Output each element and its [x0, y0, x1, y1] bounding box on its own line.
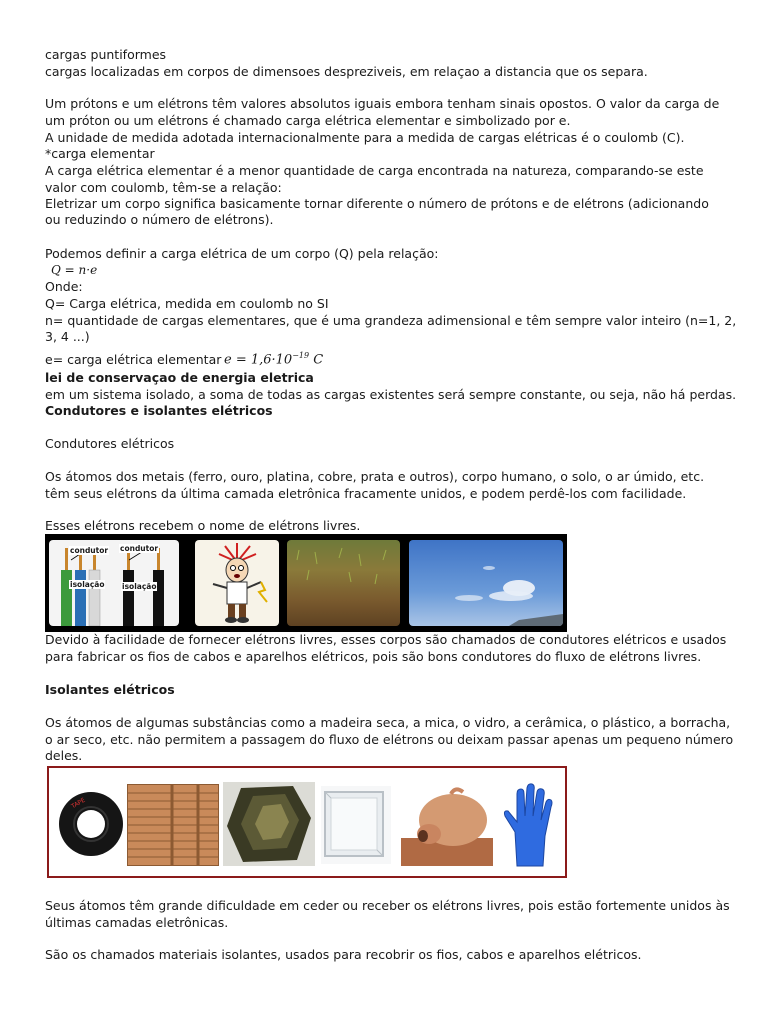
- text-line: cargas puntiformes: [45, 47, 167, 62]
- text-line: um próton ou um elétrons é chamado carga elétrica elementar e simbolizado por e.: [45, 113, 571, 128]
- formula-e-value: $e = 1,6\cdot 10^{-19}$ C: [224, 351, 324, 368]
- cable-label: condutor: [70, 546, 109, 555]
- text-line: Q= Carga elétrica, medida em coulomb no SI: [45, 296, 329, 311]
- cables-image: [49, 540, 179, 626]
- conductors-image-strip: [45, 534, 567, 632]
- rubber-glove-photo: [499, 780, 559, 868]
- text-line: São os chamados materiais isolantes, usados para recobrir os fios, cabos e aparelhos elétricos.: [45, 947, 642, 962]
- insulators-image-strip: [47, 766, 567, 878]
- section-heading: Isolantes elétricos: [45, 682, 175, 697]
- text-line: 3, 4 ...): [45, 329, 90, 344]
- text-line: ou reduzindo o número de elétrons).: [45, 212, 274, 227]
- text-line: *carga elementar: [45, 146, 155, 161]
- text-line: têm seus elétrons da última camada eletrônica fracamente unidos, e podem perdê-los com facilidade.: [45, 486, 687, 501]
- text-line: Onde:: [45, 279, 83, 294]
- electrical-tape-photo: [57, 782, 125, 866]
- text-line: e= carga elétrica elementar: [45, 352, 222, 367]
- text-line: últimas camadas eletrônicas.: [45, 915, 229, 930]
- wood-door-photo: [127, 784, 219, 866]
- text-line: para fabricar os fios de cabos e aparelhos elétricos, pois são bons condutores do fluxo de elétrons livres.: [45, 649, 702, 664]
- cable-label: isolação: [122, 582, 157, 591]
- text-line: Seus átomos têm grande dificuldade em ceder ou receber os elétrons livres, pois estão fortemente unidos às: [45, 898, 730, 913]
- text-line: Os átomos de algumas substâncias como a madeira seca, a mica, o vidro, a cerâmica, o plástico, a borracha,: [45, 715, 731, 730]
- text-line: deles.: [45, 748, 83, 763]
- subheading: Condutores elétricos: [45, 436, 175, 451]
- text-line: o ar seco, etc. não permitem a passagem do fluxo de elétrons ou deixam passar apenas um pequeno número: [45, 732, 734, 747]
- text-line: valor com coulomb, têm-se a relação:: [45, 180, 282, 195]
- section-heading: lei de conservaçao de energia eletrica: [45, 370, 314, 385]
- shocked-man-illustration: [195, 540, 279, 626]
- text-line: A carga elétrica elementar é a menor quantidade de carga encontrada na natureza, comparando-se este: [45, 163, 704, 178]
- formula-q-ne: Q = n·e: [51, 263, 98, 277]
- text-line: A unidade de medida adotada internacionalmente para a medida de cargas elétricas é o coulomb (C).: [45, 130, 685, 145]
- text-line: Devido à facilidade de fornecer elétrons livres, esses corpos são chamados de condutores elétricos e usados: [45, 632, 727, 647]
- text-line: Um prótons e um elétrons têm valores absolutos iguais embora tenham sinais opostos. O valor da carga de: [45, 96, 720, 111]
- text-line: em um sistema isolado, a soma de todas as cargas existentes será sempre constante, ou seja, não há perdas.: [45, 387, 737, 402]
- text-line: Eletrizar um corpo significa basicamente tornar diferente o número de prótons e de elétrons (adicionando: [45, 196, 709, 211]
- text-line: Os átomos dos metais (ferro, ouro, platina, cobre, prata e outros), corpo humano, o solo, o ar úmido, etc.: [45, 469, 705, 484]
- sky-photo: [409, 540, 563, 626]
- cable-label: condutor: [120, 544, 159, 553]
- glass-block-photo: [321, 786, 391, 864]
- text-line: Podemos definir a carga elétrica de um corpo (Q) pela relação:: [45, 246, 439, 261]
- text-line: cargas localizadas em corpos de dimensoes despreziveis, em relaçao a distancia que os separa.: [45, 64, 648, 79]
- mica-photo: [223, 782, 315, 866]
- cable-label: isolação: [70, 580, 105, 589]
- section-heading: Condutores e isolantes elétricos: [45, 403, 273, 418]
- text-line: Esses elétrons recebem o nome de elétrons livres.: [45, 518, 361, 533]
- soil-photo: [287, 540, 400, 626]
- ceramic-pot-photo: [401, 782, 493, 866]
- text-line: n= quantidade de cargas elementares, que é uma grandeza adimensional e têm sempre valor inteiro (n=1, 2,: [45, 313, 737, 328]
- tape-brand: TAPE: [70, 796, 87, 811]
